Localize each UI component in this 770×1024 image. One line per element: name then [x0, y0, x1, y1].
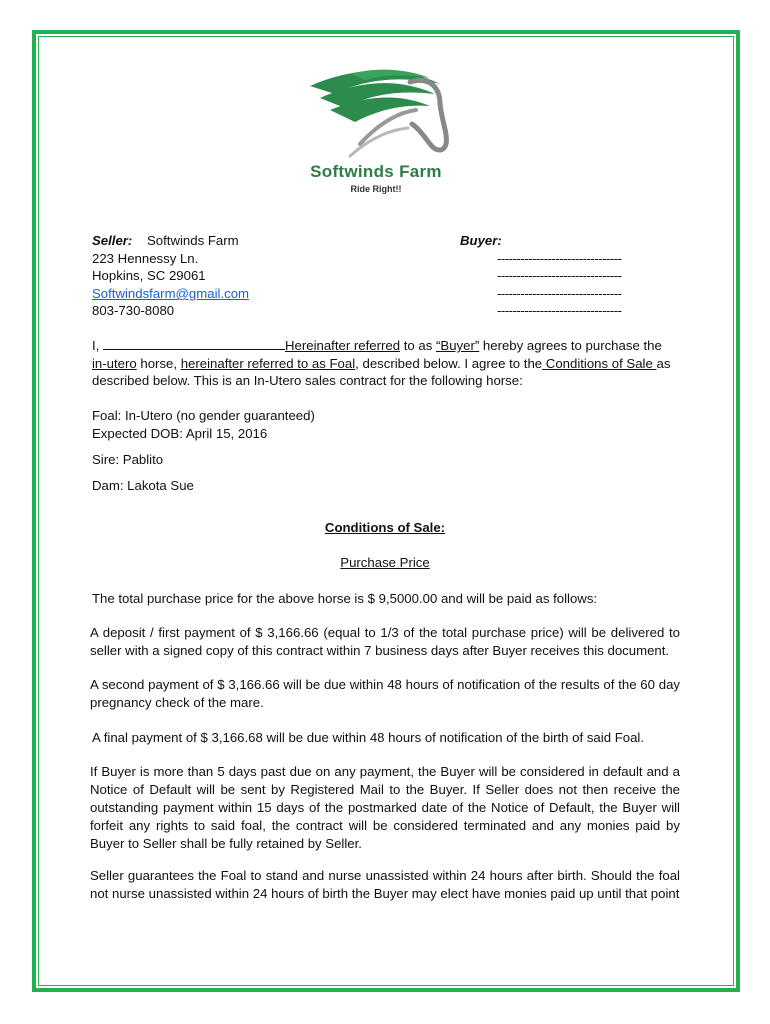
price-heading: Purchase Price [340, 555, 430, 570]
seller-line [92, 232, 239, 250]
buyer-line-1: -------------------------------- [497, 251, 622, 266]
seller-phone: 803-730-8080 [92, 303, 175, 318]
intro-line-2 [92, 355, 670, 373]
intro-horse: horse, [136, 356, 181, 371]
farm-logo [290, 64, 470, 199]
intro-described: , described below. I agree to the [355, 356, 543, 371]
intro-agrees: hereby agrees to purchase the [479, 338, 662, 353]
intro-line-3: described below. This is an In-Utero sales contract for the following horse: [92, 373, 523, 388]
seller-address1: 223 Hennessy Ln. [92, 251, 199, 266]
buyer-label: Buyer: [460, 233, 502, 248]
intro-buyer-quote: “Buyer” [436, 338, 480, 353]
total-price-text: The total purchase price for the above horse is $ 9,5000.00 and will be paid as follows: [92, 591, 598, 606]
buyer-line-3: -------------------------------- [497, 286, 622, 301]
intro-to-as: to as [400, 338, 436, 353]
buyer-line-2: -------------------------------- [497, 268, 622, 283]
foal-dam: Dam: Lakota Sue [92, 478, 194, 493]
deposit-paragraph: A deposit / first payment of $ 3,166.66 (equal to 1/3 of the total purchase price) will be delivered to seller with a signed copy of this contract within 7 business days after Buyer receives this document. [90, 625, 680, 658]
guarantee-paragraph: Seller guarantees the Foal to stand and nurse unassisted within 24 hours after birth. Should the foal not nurse unassisted within 24 hours of birth the Buyer may elect have monies paid up until that point [90, 868, 680, 901]
default-paragraph: If Buyer is more than 5 days past due on any payment, the Buyer will be considered in default and a Notice of Default will be sent by Registered Mail to the Buyer. If Seller does not then receive the outstanding payment within 15 days of the postmarked date of the Notice of Default, the Buyer will forfeit any rights to said foal, the contract will be considered terminated and any monies paid by Buyer to Seller shall be fully retained by Seller. [90, 764, 680, 851]
seller-email-link[interactable]: Softwindsfarm@gmail.com [92, 286, 250, 301]
buyer-name-blank[interactable] [103, 337, 285, 350]
final-payment-text: A final payment of $ 3,166.68 will be due within 48 hours of notification of the birth of said Foal. [92, 730, 645, 745]
intro-foal-ref: hereinafter referred to as Foal [180, 356, 356, 371]
seller-name: Softwinds Farm [146, 233, 239, 248]
conditions-heading: Conditions of Sale: [324, 520, 446, 535]
logo-tagline: Ride Right!! [350, 184, 402, 194]
horse-head-icon [290, 64, 462, 162]
buyer-line-4: -------------------------------- [497, 303, 622, 318]
intro-hereinafter: Hereinafter referred [285, 338, 401, 353]
intro-in-utero: in-utero [92, 356, 137, 371]
intro-as: as [656, 356, 671, 371]
intro-prefix: I, [92, 338, 100, 353]
seller-address2: Hopkins, SC 29061 [92, 268, 206, 283]
foal-line: Foal: In-Utero (no gender guaranteed) [92, 408, 315, 423]
logo-name: Softwinds Farm [310, 162, 442, 181]
foal-dob: Expected DOB: April 15, 2016 [92, 426, 268, 441]
seller-label: Seller: [92, 233, 133, 248]
second-payment-paragraph: A second payment of $ 3,166.66 will be due within 48 hours of notification of the results of the 60 day pregnancy check of the mare. [90, 677, 680, 710]
intro-conditions: Conditions of Sale [542, 356, 657, 371]
intro-line-1 [92, 337, 662, 355]
foal-sire: Sire: Pablito [92, 452, 164, 467]
